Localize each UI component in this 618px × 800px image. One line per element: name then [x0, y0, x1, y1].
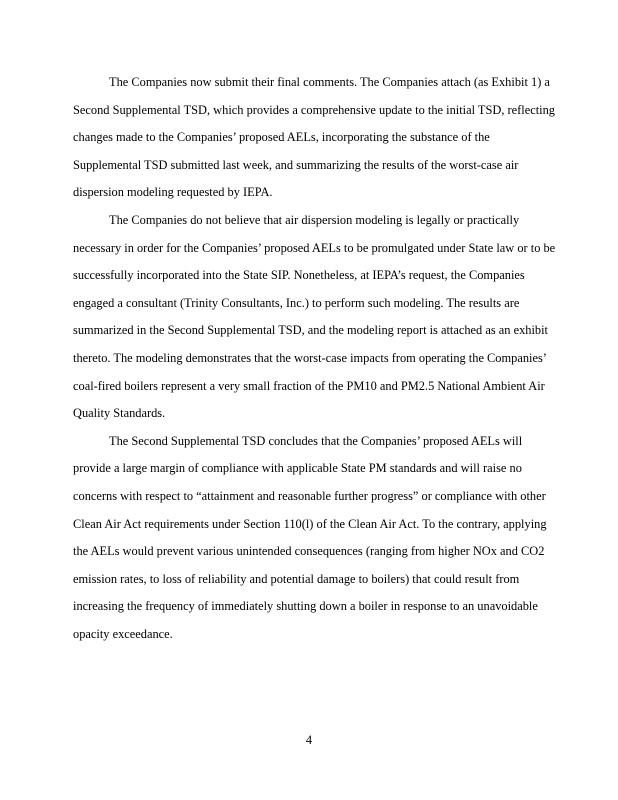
paragraph-dispersion-modeling: The Companies do not believe that air dispersion modeling is legally or practically necessary in order for the Companies’ proposed AELs to be promulgated under State law or to be successfully incorporated into the State SIP. Nonetheless, at IEPA’s request, the Companies engaged a consultant (Trinity Consultants, Inc.) to perform such modeling. The results are summarized in the Second Supplemental TSD, and the modeling report is attached as an exhibit thereto. The modeling demonstrates that the worst-case impacts from operating the Companies’ coal-fired boilers represent a very small fraction of the PM10 and PM2.5 National Ambient Air Quality Standards. [73, 212, 556, 421]
paragraph-conclusions: The Second Supplemental TSD concludes that the Companies’ proposed AELs will provide a large margin of compliance with applicable State PM standards and will raise no concerns with respect to “attainment and reasonable further progress” or compliance with other Clean Air Act requirements under Section 110(l) of the Clean Air Act. To the contrary, applying the AELs would prevent various unintended consequences (ranging from higher NOx and CO2 emission rates, to loss of reliability and potential damage to boilers) that could result from increasing the frequency of immediately shutting down a boiler in response to an unavoidable opacity exceedance. [73, 433, 547, 641]
page-number: 4 [305, 733, 313, 747]
document-body [73, 69, 561, 648]
paragraph-final-comments: The Companies now submit their final comments. The Companies attach (as Exhibit 1) a Second Supplemental TSD, which provides a comprehensive update to the initial TSD, reflecting changes made to the Companies’ proposed AELs, incorporating the substance of the Supplemental TSD submitted last week, and summarizing the results of the worst-case air dispersion modeling requested by IEPA. [73, 75, 555, 200]
